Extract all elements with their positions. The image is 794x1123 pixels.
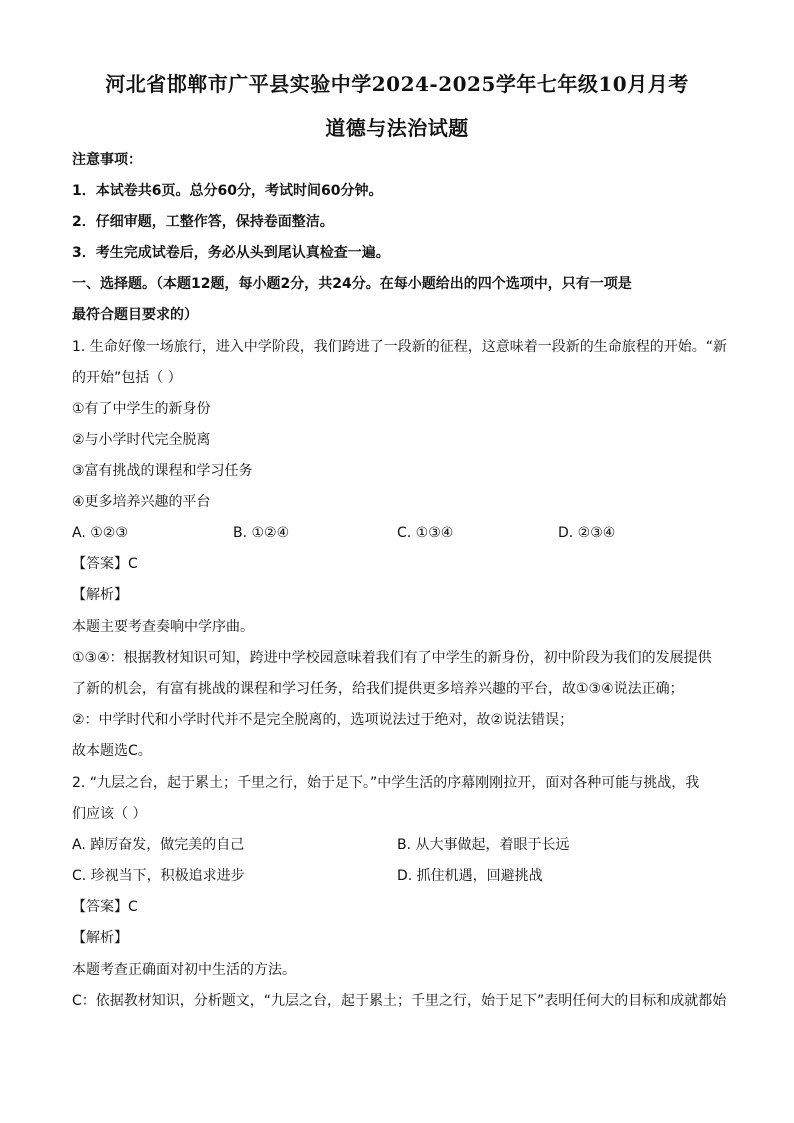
q1-stem: 1. 生命好像一场旅行，进入中学阶段，我们跨进了一段新的征程，这意味着一段新的生命旅程的开始。“新 [72, 339, 728, 355]
exam-title: 河北省邯郸市广平县实验中学2024-2025学年七年级10月月考 [105, 72, 689, 96]
q1-item: ②与小学时代完全脱离 [72, 432, 211, 448]
q2-stem-cont: 们应该（ ） [72, 806, 147, 822]
section-heading: 一、选择题。（本题12题，每小题2分，共24分。在每小题给出的四个选项中，只有一项是 [72, 276, 632, 292]
notes-heading: 注意事项： [72, 152, 142, 168]
q1-item: ①有了中学生的新身份 [72, 401, 211, 417]
exam-subtitle: 道德与法治试题 [325, 116, 469, 140]
q1-analysis-label: 【解析】 [72, 587, 128, 603]
q1-analysis: 故本题选C。 [72, 743, 152, 759]
q2-option-b: B. 从大事做起，着眼于长远 [397, 837, 570, 853]
q1-option-c: C. ①③④ [397, 525, 454, 541]
q1-item: ③富有挑战的课程和学习任务 [72, 463, 253, 479]
q2-analysis-label: 【解析】 [72, 930, 128, 946]
q1-option-d: D. ②③④ [558, 525, 616, 541]
q2-analysis: C：依据教材知识，分析题文，“九层之台，起于累土；千里之行，始于足下”表明任何大的目标和成就都始 [72, 993, 727, 1009]
q1-answer: 【答案】C [72, 556, 138, 572]
q1-analysis: 本题主要考查奏响中学序曲。 [72, 619, 254, 635]
note-item: 3．考生完成试卷后，务必从头到尾认真检查一遍。 [72, 245, 390, 261]
q1-analysis: ①③④：根据教材知识可知，跨进中学校园意味着我们有了中学生的新身份，初中阶段为我们的发展提供 [72, 650, 712, 666]
note-item: 1．本试卷共6页。总分60分，考试时间60分钟。 [72, 183, 383, 199]
q2-answer: 【答案】C [72, 899, 138, 915]
q2-analysis: 本题考查正确面对初中生活的方法。 [72, 962, 296, 978]
q1-stem-cont: 的开始”包括（ ） [72, 370, 182, 386]
q1-analysis: ②：中学时代和小学时代并不是完全脱离的，选项说法过于绝对，故②说法错误； [72, 712, 574, 728]
q2-option-d: D. 抓住机遇，回避挑战 [397, 868, 543, 884]
q1-option-b: B. ①②④ [233, 525, 290, 541]
q2-stem: 2. “九层之台，起于累土；千里之行，始于足下。”中学生活的序幕刚刚拉开，面对各种可能与挑战，我 [72, 775, 700, 791]
q2-option-c: C. 珍视当下，积极追求进步 [72, 868, 245, 884]
q1-option-a: A. ①②③ [72, 525, 128, 541]
q2-option-a: A. 踔厉奋发，做完美的自己 [72, 837, 245, 853]
q1-analysis: 了新的机会，有富有挑战的课程和学习任务，给我们提供更多培养兴趣的平台，故①③④说法正确； [72, 681, 684, 697]
q1-item: ④更多培养兴趣的平台 [72, 494, 211, 510]
section-heading-cont: 最符合题目要求的） [72, 307, 198, 323]
note-item: 2．仔细审题，工整作答，保持卷面整洁。 [72, 214, 334, 230]
